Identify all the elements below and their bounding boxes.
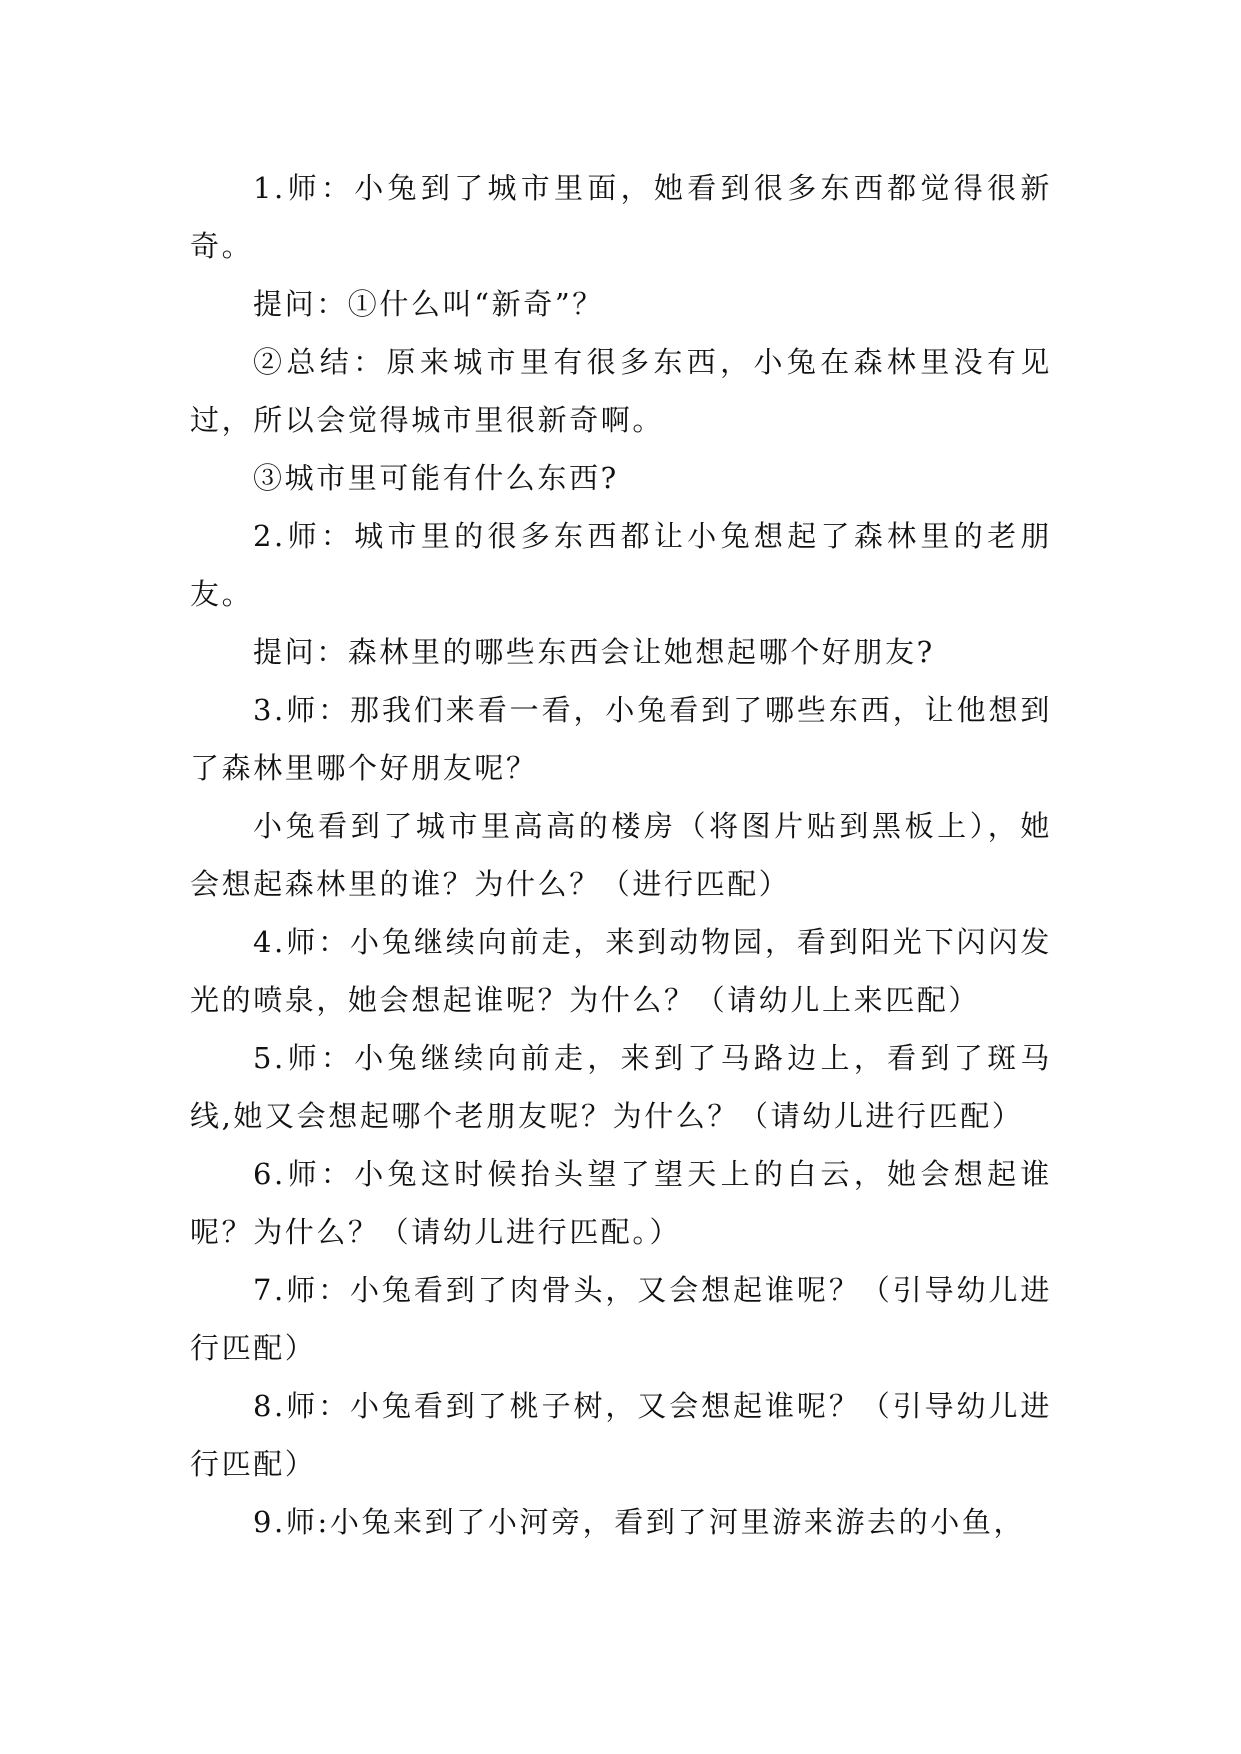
paragraph-1: 1.师：小兔到了城市里面，她看到很多东西都觉得很新奇。: [190, 171, 1052, 263]
paragraph-13: 8.师：小兔看到了桃子树，又会想起谁呢？（引导幼儿进行匹配）: [190, 1389, 1052, 1481]
paragraph-11: 6.师：小兔这时候抬头望了望天上的白云，她会想起谁呢？为什么？（请幼儿进行匹配。）: [190, 1157, 1052, 1249]
paragraph-5: 2.师：城市里的很多东西都让小兔想起了森林里的老朋友。: [190, 519, 1052, 611]
paragraph-6: 提问：森林里的哪些东西会让她想起哪个好朋友?: [253, 635, 935, 669]
paragraph-4: ③城市里可能有什么东西?: [253, 461, 619, 495]
paragraph-3: ②总结：原来城市里有很多东西，小兔在森林里没有见过，所以会觉得城市里很新奇啊。: [190, 345, 1052, 437]
paragraph-2: 提问：①什么叫“新奇”？: [253, 287, 604, 321]
paragraph-9: 4.师：小兔继续向前走，来到动物园，看到阳光下闪闪发光的喷泉，她会想起谁呢？为什么？（请幼儿上来匹配）: [190, 925, 1052, 1017]
paragraph-12: 7.师：小兔看到了肉骨头，又会想起谁呢？（引导幼儿进行匹配）: [190, 1273, 1052, 1365]
paragraph-7: 3.师：那我们来看一看，小兔看到了哪些东西，让他想到了森林里哪个好朋友呢？: [190, 693, 1052, 785]
paragraph-10: 5.师：小兔继续向前走，来到了马路边上，看到了斑马线,她又会想起哪个老朋友呢？为什么？（请幼儿进行匹配）: [190, 1041, 1052, 1133]
paragraph-14: 9.师:小兔来到了小河旁，看到了河里游来游去的小鱼，: [253, 1505, 1026, 1539]
paragraph-8: 小兔看到了城市里高高的楼房（将图片贴到黑板上），她会想起森林里的谁？为什么？（进行匹配）: [190, 809, 1052, 901]
lesson-text: [190, 159, 1052, 1551]
